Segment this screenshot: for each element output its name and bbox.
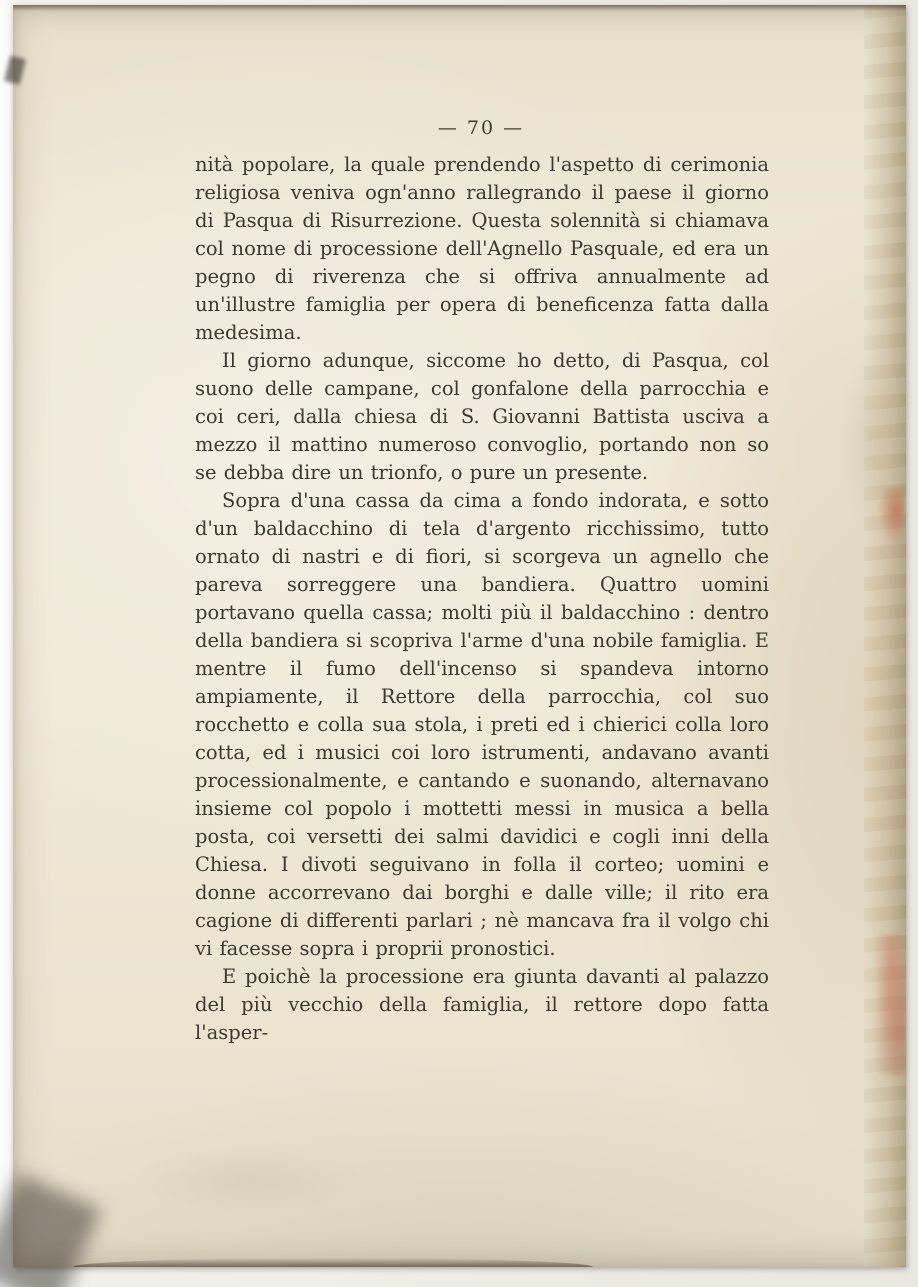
paper-blemish [133, 1145, 363, 1215]
page-number: — 70 — [437, 117, 525, 139]
paper-sheet [13, 5, 906, 1267]
scan-corner-shadow [0, 1173, 101, 1287]
scan-edge-mark [4, 55, 26, 84]
scan-edge-shadow [73, 1258, 593, 1267]
paragraph: Sopra d'una cassa da cima a fondo indorata, e sotto d'un baldacchino di tela d'argento ricchissimo, tutto ornato di nastri e di fiori, si scorgeva un agnello che pareva sorreggere una bandiera. Quattro uomini portavano quella cassa; molti più il baldacchino : dentro della bandiera si scopriva l'arme d'una nobile famiglia. E mentre il fumo dell'incenso si spandeva intorno ampiamente, il Rettore della parrocchia, col suo rocchetto e colla sua stola, i preti ed i chierici colla loro cotta, ed i musici coi loro istrumenti, andavano avanti processionalmente, e cantando e suonando, alternavano insieme col popolo i mottetti messi in musica a bella posta, coi versetti dei salmi davidici e cogli inni della Chiesa. I divoti seguivano in folla il corteo; uomini e donne accorrevano dai borghi e dalle ville; il rito era cagione di differenti parlari ; nè mancava fra il volgo chi vi facesse sopra i proprii pronostici. [195, 489, 769, 960]
paragraph: E poichè la processione era giunta davanti al palazzo del più vecchio della famiglia, il rettore dopo fatta l'asper- [195, 965, 769, 1044]
deckle-edge [864, 5, 906, 1267]
page-text [195, 151, 769, 1047]
paragraph: nità popolare, la quale prendendo l'aspetto di cerimonia religiosa veniva ogn'anno rallegrando il paese il giorno di Pasqua di Risurrezione. Questa solennità si chiamava col nome di processione dell'Agnello Pasquale, ed era un pegno di riverenza che si offriva annualmente ad un'illustre famiglia per opera di beneficenza fatta dalla medesima. [195, 153, 769, 344]
scan-edge-shadow [13, 5, 906, 11]
paragraph: Il giorno adunque, siccome ho detto, di Pasqua, col suono delle campane, col gonfalone della parrocchia e coi ceri, dalla chiesa di S. Giovanni Battista usciva a mezzo il mattino numeroso convoglio, portando non so se debba dire un trionfo, o pure un presente. [195, 349, 769, 484]
